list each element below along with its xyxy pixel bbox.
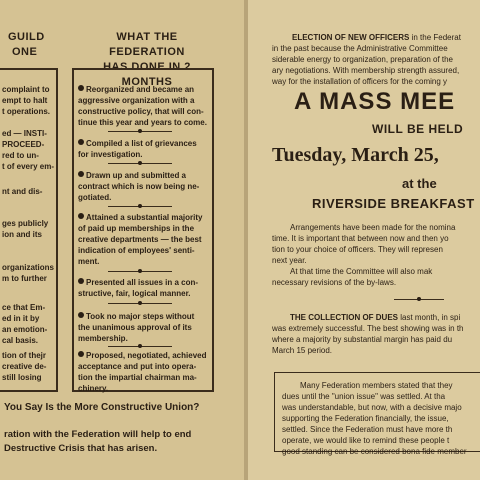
election-line-5: way for the installation of officers for the coming y <box>272 77 448 86</box>
bullet-icon <box>78 278 84 284</box>
notice-line-7: good standing can be considered bona fide member <box>282 447 467 456</box>
federation-heading: WHAT THE FEDERATION HAS DONE IN 2 MONTHS <box>103 31 191 88</box>
guild-heading: GUILD ONE <box>8 31 45 58</box>
divider-dot-icon <box>138 161 142 165</box>
arrange-line-1: Arrangements have been made for the nomina <box>290 223 456 232</box>
question-line: You Say Is the More Constructive Union? <box>4 402 200 413</box>
bullet-icon <box>78 139 84 145</box>
arrange-line-4: next year. <box>272 256 307 265</box>
notice-line-6: operate, we would like to remind these people t <box>282 436 450 445</box>
notice-line-2: dues until the "union issue" was settled. At tha <box>282 392 446 401</box>
divider-dot-icon <box>138 301 142 305</box>
notice-line-3: was understandable, but now, with a decisive majo <box>282 403 462 412</box>
bullet-icon <box>78 312 84 318</box>
list-item: Compiled a list of grievances for investigation. <box>78 139 197 159</box>
at-the: at the <box>402 176 437 191</box>
list-item: Attained a substantial majority of paid up memberships in the creative departments — the best indication of employees' senti- ment. <box>78 213 203 266</box>
divider-dot-icon <box>138 204 142 208</box>
list-item: Drawn up and submitted a contract which is now being ne- gotiated. <box>78 171 200 202</box>
notice-line-1: Many Federation members stated that they <box>300 381 453 390</box>
will-be-held: WILL BE HELD <box>372 122 464 136</box>
notice-line-4: supporting the Federation financially, the issue, <box>282 414 449 423</box>
dues-line-3: where a majority by substantial margin has paid du <box>272 335 453 344</box>
notice-line-5: settled. Since the Federation must have more th <box>282 425 453 434</box>
committee-line-2: necessary revisions of the by-laws. <box>272 278 397 287</box>
divider-dot-icon <box>417 297 421 301</box>
list-item: Proposed, negotiated, achieved acceptance and put into opera- tion the impartial chairman ma- chinery. <box>78 351 207 393</box>
list-item: Reorganized and became an aggressive organization with a constructive policy, that will con- tinue this year and years to come. <box>78 85 207 127</box>
arrange-line-2: time. It is important that between now and then yo <box>272 234 449 243</box>
bullet-icon <box>78 213 84 219</box>
bullet-icon <box>78 351 84 357</box>
election-line-4: ary negotiations. With membership strength assured, <box>272 66 460 75</box>
meeting-date: Tuesday, March 25, <box>272 144 439 166</box>
election-line-3: siderable energy to organization, preparation of the <box>272 55 454 64</box>
arrange-line-3: tion to your choice of officers. They will represen <box>272 245 443 254</box>
list-item: Took no major steps without the unanimous approval of its membership. <box>78 312 195 343</box>
divider-dot-icon <box>138 269 142 273</box>
bullet-icon <box>78 85 84 91</box>
statement-line-1: ration with the Federation will help to end <box>4 429 192 440</box>
dues-line-2: was extremely successful. The best showing was in th <box>272 324 464 333</box>
mass-meeting-title: A MASS MEE <box>294 88 456 115</box>
committee-line-1: At that time the Committee will also mak <box>290 267 433 276</box>
election-line-2: in the past because the Administrative Committee <box>272 44 448 53</box>
statement-line-2: Destructive Crisis that has arisen. <box>4 443 158 454</box>
election-line-1: ELECTION OF NEW OFFICERS in the Federat <box>292 33 461 42</box>
divider-dot-icon <box>138 129 142 133</box>
divider-dot-icon <box>138 344 142 348</box>
dues-line-1: THE COLLECTION OF DUES last month, in spi <box>290 313 461 322</box>
bullet-icon <box>78 171 84 177</box>
venue: RIVERSIDE BREAKFAST <box>312 196 475 211</box>
dues-line-4: March 15 period. <box>272 346 333 355</box>
list-item: Presented all issues in a con- structive, fair, logical manner. <box>78 278 199 298</box>
